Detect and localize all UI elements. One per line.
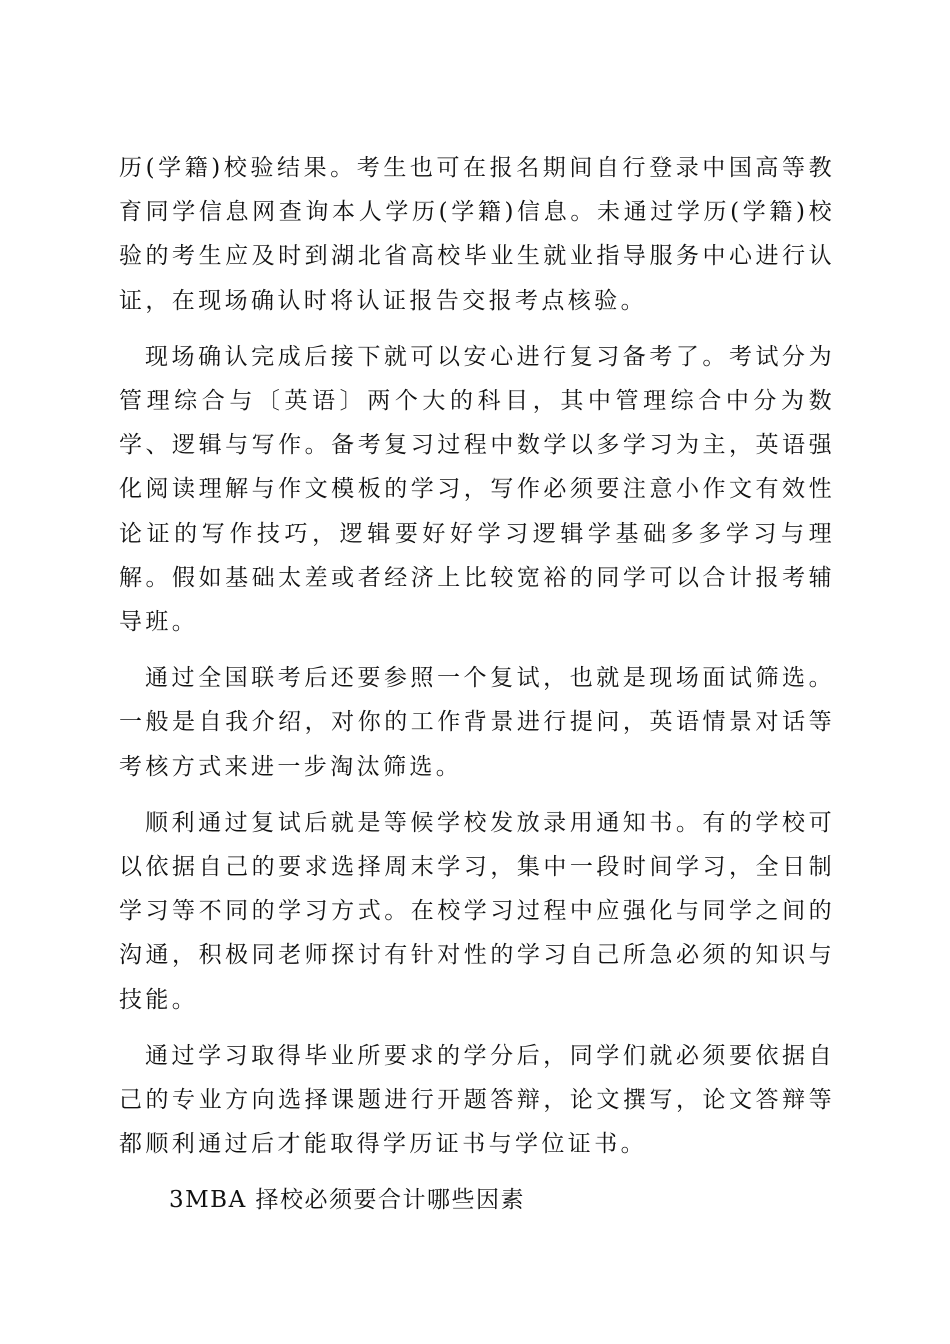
paragraph-exam-preparation: 现场确认完成后接下就可以安心进行复习备考了。考试分为管理综合与〔英语〕两个大的科目，其中管理综合中分为数学、逻辑与写作。备考复习过程中数学以多学习为主，英语强化阅读理解与作文模板的学习，写作必须要注意小作文有效性论证的写作技巧，逻辑要好好学习逻辑学基础多多学习与理解。假如基础太差或者经济上比较宽裕的同学可以合计报考辅导班。	[119, 343, 835, 636]
paragraph-retest: 通过全国联考后还要参照一个复试，也就是现场面试筛选。一般是自我介绍，对你的工作背景进行提问，英语情景对话等考核方式来进一步淘汰筛选。	[119, 665, 835, 780]
document-body	[119, 146, 835, 1223]
paragraph-admission: 顺利通过复试后就是等候学校发放录用通知书。有的学校可以依据自己的要求选择周末学习，集中一段时间学习，全日制学习等不同的学习方式。在校学习过程中应强化与同学之间的沟通，积极同老师探讨有针对性的学习自己所急必须的知识与技能。	[119, 809, 835, 1013]
paragraph-graduation: 通过学习取得毕业所要求的学分后，同学们就必须要依据自己的专业方向选择课题进行开题答辩，论文撰写，论文答辩等都顺利通过后才能取得学历证书与学位证书。	[119, 1042, 835, 1158]
section-heading: 3MBA 择校必须要合计哪些因素	[169, 1187, 526, 1214]
paragraph-continuation: 历(学籍)校验结果。考生也可在报名期间自行登录中国高等教育同学信息网查询本人学历(学籍)信息。未通过学历(学籍)校验的考生应及时到湖北省高校毕业生就业指导服务中心进行认证，在现场确认时将认证报告交报考点核验。	[119, 155, 835, 314]
